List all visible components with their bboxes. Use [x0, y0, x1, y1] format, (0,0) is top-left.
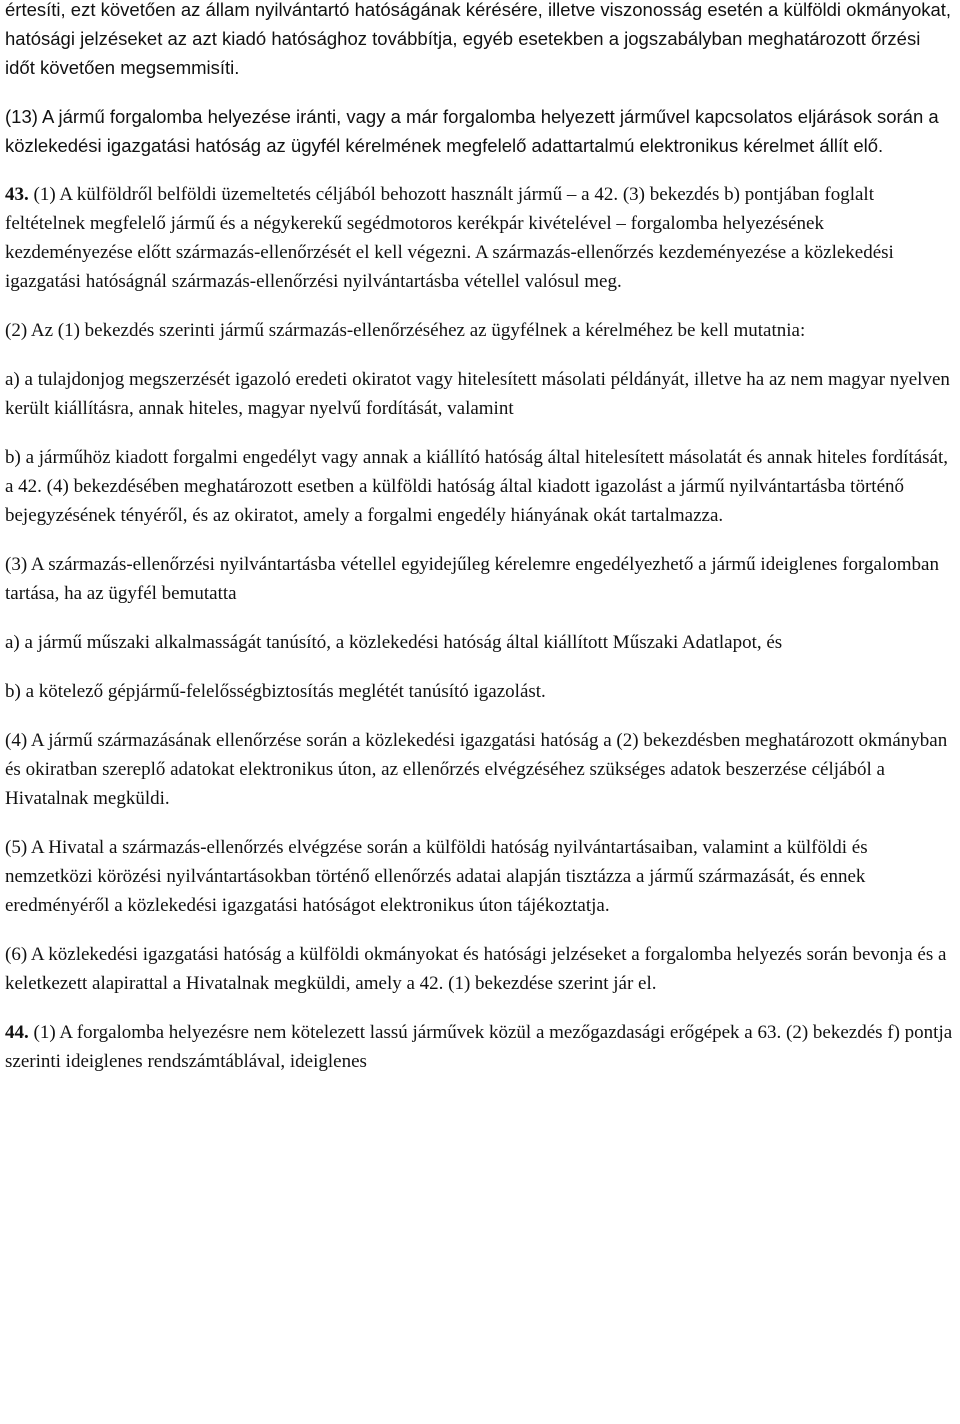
section-43-paragraph-4 [5, 726, 955, 813]
paragraph-intro-continuation [5, 0, 955, 82]
section-43-paragraph-5 [5, 833, 955, 920]
section-43-paragraph-3-point-b [5, 677, 955, 706]
section-number: 43. [5, 184, 29, 205]
section-43-paragraph-2-point-b [5, 443, 955, 530]
paragraph-text: (4) A jármű származásának ellenőrzése során a közlekedési igazgatási hatóság a (2) bekezdésben meghatározott okmányban és okiratban szereplő adatokat elektronikus úton, az ellenőrzés elvégzéséhez szükséges adatok beszerzése céljából a Hivatalnak megküldi. [5, 730, 948, 809]
section-43-paragraph-3-point-a [5, 628, 955, 657]
paragraph-text: (6) A közlekedési igazgatási hatóság a külföldi okmányokat és hatósági jelzéseket a forgalomba helyezés során bevonja és a keletkezett alapirattal a Hivatalnak megküldi, amely a 42. (1) bekezdése szerint jár el. [5, 944, 947, 994]
paragraph-13 [5, 102, 955, 160]
paragraph-text: b) a kötelező gépjármű-felelősségbiztosítás meglétét tanúsító igazolást. [5, 681, 546, 702]
section-number: 44. [5, 1022, 29, 1043]
section-43-paragraph-3 [5, 550, 955, 608]
paragraph-text: a) a tulajdonjog megszerzését igazoló eredeti okiratot vagy hitelesített másolati példányát, illetve ha az nem magyar nyelven került kiállításra, annak hiteles, magyar nyelvű fordítását, valamint [5, 369, 950, 419]
paragraph-text: (13) A jármű forgalomba helyezése iránti, vagy a már forgalomba helyezett járművel kapcsolatos eljárások során a közlekedési igazgatási hatóság az ügyfél kérelmének megfelelő adattartalmú elektronikus kérelmet állít elő. [5, 106, 939, 156]
paragraph-text: (1) A forgalomba helyezésre nem kötelezett lassú járművek közül a mezőgazdasági erőgépek a 63. (2) bekezdés f) pontja szerinti ideiglenes rendszámtáblával, ideiglenes [5, 1022, 953, 1072]
document-page [5, 0, 955, 1096]
section-43-paragraph-1 [5, 180, 955, 296]
paragraph-text: (2) Az (1) bekezdés szerinti jármű származás-ellenőrzéséhez az ügyfélnek a kérelméhez be kell mutatnia: [5, 320, 806, 341]
section-43-paragraph-2 [5, 316, 955, 345]
paragraph-text: b) a járműhöz kiadott forgalmi engedélyt vagy annak a kiállító hatóság által hitelesített másolatát és annak hiteles fordítását, a 42. (4) bekezdésében meghatározott esetben a külföldi hatóság által kiadott igazolást a jármű nyilvántartásba történő bejegyzésének tényéről, és az okiratot, amely a forgalmi engedély hiányának okát tartalmazza. [5, 447, 949, 526]
paragraph-text: értesíti, ezt követően az állam nyilvántartó hatóságának kérésére, illetve viszonosság esetén a külföldi okmányokat, hatósági jelzéseket az azt kiadó hatósághoz továbbítja, egyéb esetekben a jogszabályban meghatározott őrzési időt követően megsemmisíti. [5, 0, 952, 78]
paragraph-text: (5) A Hivatal a származás-ellenőrzés elvégzése során a külföldi hatóság nyilvántartásaiban, valamint a külföldi és nemzetközi körözési nyilvántartásokban történő ellenőrzés adatai alapján tisztázza a jármű származását, és ennek eredményéről a közlekedési igazgatási hatóságot elektronikus úton tájékoztatja. [5, 837, 868, 916]
paragraph-text: (3) A származás-ellenőrzési nyilvántartásba vétellel egyidejűleg kérelemre engedélyezhető a jármű ideiglenes forgalomban tartása, ha az ügyfél bemutatta [5, 554, 939, 604]
section-43-paragraph-2-point-a [5, 365, 955, 423]
paragraph-text: a) a jármű műszaki alkalmasságát tanúsító, a közlekedési hatóság által kiállított Műszaki Adatlapot, és [5, 632, 783, 653]
section-43-paragraph-6 [5, 940, 955, 998]
section-44-paragraph-1 [5, 1018, 955, 1076]
paragraph-text: (1) A külföldről belföldi üzemeltetés céljából behozott használt jármű – a 42. (3) bekezdés b) pontjában foglalt feltételnek megfelelő jármű és a négykerekű segédmotoros kerékpár kivételével – forgalomba helyezésének kezdeményezése előtt származás-ellenőrzését el kell végezni. A származás-ellenőrzés kezdeményezése a közlekedési igazgatási hatóságnál származás-ellenőrzési nyilvántartásba vétellel valósul meg. [5, 184, 894, 292]
